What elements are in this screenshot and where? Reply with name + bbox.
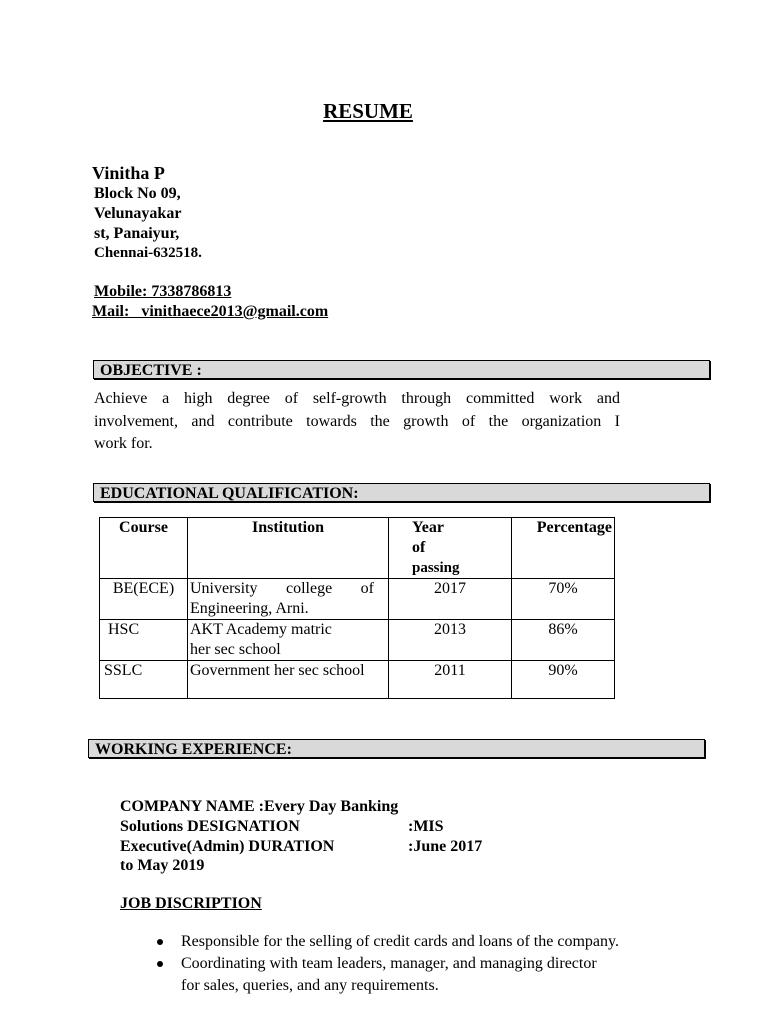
row-year: 2011 <box>389 661 512 699</box>
row-institution: Government her sec school <box>188 661 389 699</box>
row-year: 2013 <box>389 620 512 661</box>
objective-text <box>94 388 620 456</box>
bullet-icon <box>157 939 163 945</box>
address-line: Block No 09, <box>94 185 181 202</box>
header-year-line: of <box>412 539 426 556</box>
resume-title: RESUME <box>323 99 413 123</box>
list-item <box>157 931 619 953</box>
list-item-text: Responsible for the selling of credit cards and loans of the company. <box>181 933 619 950</box>
education-heading: EDUCATIONAL QUALIFICATION: <box>93 483 710 502</box>
institution-line: Engineering, Arni. <box>190 600 309 617</box>
institution-line: her sec school <box>190 641 281 658</box>
table-row <box>100 620 615 661</box>
row-institution <box>188 579 389 620</box>
row-course: HSC <box>100 620 188 661</box>
list-item-continuation <box>157 975 619 997</box>
list-item-text: for sales, queries, and any requirements. <box>181 977 439 994</box>
row-institution <box>188 620 389 661</box>
objective-line: involvement, and contribute towards the growth of the organization I <box>94 412 620 430</box>
job-description-list <box>157 931 619 997</box>
row-course: BE(ECE) <box>100 579 188 620</box>
designation-value: :MIS <box>408 818 444 835</box>
header-course: Course <box>100 518 188 579</box>
mobile-number: Mobile: 7338786813 <box>94 283 232 300</box>
candidate-name: Vinitha P <box>92 163 165 183</box>
duration-value: :June 2017 <box>408 838 483 855</box>
bullet-icon <box>157 961 163 967</box>
education-table <box>99 517 615 699</box>
experience-heading: WORKING EXPERIENCE: <box>88 739 705 758</box>
table-header-row <box>100 518 615 579</box>
address-line: st, Panaiyur, <box>94 225 180 242</box>
row-year: 2017 <box>389 579 512 620</box>
designation-label: Solutions DESIGNATION <box>120 818 300 835</box>
list-item <box>157 953 619 975</box>
address-line: Velunayakar <box>94 205 182 222</box>
row-percentage: 90% <box>512 661 615 699</box>
institution-line: University college of <box>190 580 374 597</box>
objective-line: work for. <box>94 435 153 452</box>
list-item-text: Coordinating with team leaders, manager, and managing director <box>181 955 597 972</box>
institution-line: AKT Academy matric <box>190 621 332 638</box>
objective-heading: OBJECTIVE : <box>93 360 710 379</box>
row-percentage: 86% <box>512 620 615 661</box>
header-year <box>389 518 512 579</box>
row-percentage: 70% <box>512 579 615 620</box>
email-address: Mail: vinithaece2013@gmail.com <box>92 303 329 320</box>
duration-end: to May 2019 <box>120 857 205 874</box>
header-institution: Institution <box>188 518 389 579</box>
header-year-line: Year <box>412 519 444 536</box>
row-course: SSLC <box>100 661 188 699</box>
company-line: COMPANY NAME :Every Day Banking <box>120 798 399 815</box>
table-row <box>100 579 615 620</box>
job-description-heading: JOB DISCRIPTION <box>120 895 262 912</box>
header-percentage: Percentage <box>512 518 615 579</box>
duration-label: Executive(Admin) DURATION <box>120 838 335 855</box>
address-line: Chennai-632518. <box>94 245 202 261</box>
objective-line: Achieve a high degree of self-growth through committed work and <box>94 390 620 407</box>
header-year-line: passing <box>412 560 460 576</box>
table-row <box>100 661 615 699</box>
